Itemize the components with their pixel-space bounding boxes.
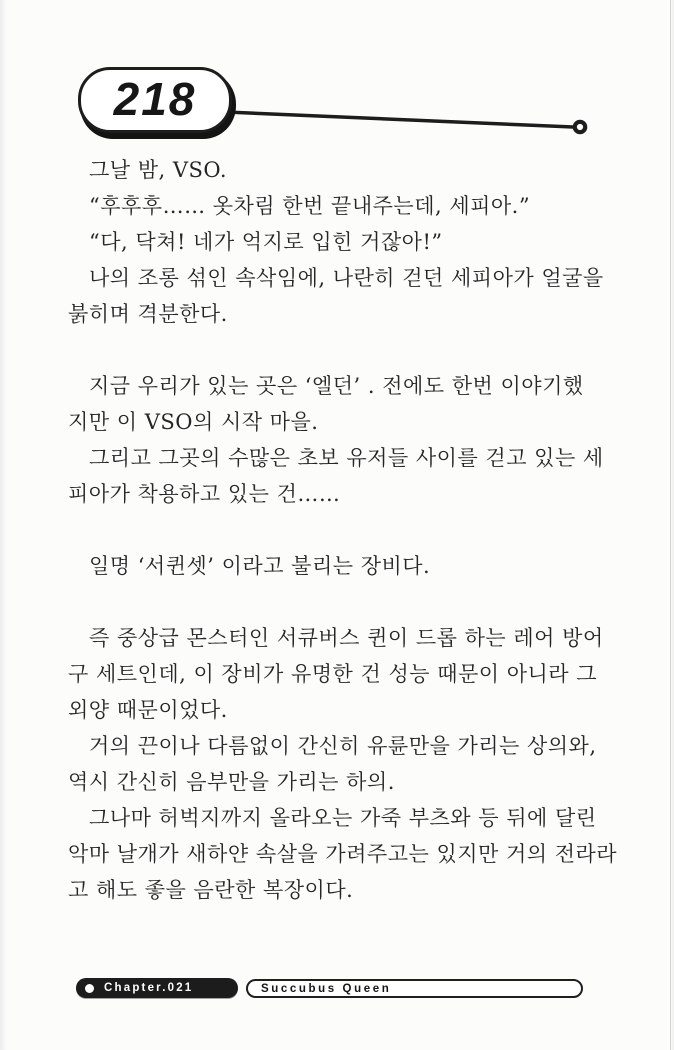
book-title: Succubus Queen [261,982,392,995]
page-number: 218 [113,73,197,125]
text-line: “다, 닥쳐! 네가 억지로 입힌 거잖아!” [89,230,443,254]
chapter-badge [76,978,238,998]
text-line: 그나마 허벅지까지 올라오는 가죽 부츠와 등 뒤에 달린 [89,806,597,830]
text-line: 지만 이 VSO의 시작 마을. [68,410,319,434]
text-line: “후후후…… 옷차림 한번 끝내주는데, 세피아.” [89,194,531,218]
text-line: 지금 우리가 있는 곳은 ‘엘던’ . 전에도 한번 이야기했 [89,374,584,398]
text-line: 구 세트인데, 이 장비가 유명한 건 성능 때문이 아니라 그 [68,662,598,686]
bullet-icon [85,984,94,993]
header-rule-line [226,112,573,127]
footer [0,976,674,1002]
text-line: 그날 밤, VSO. [89,158,228,182]
text-line: 외양 때문이었다. [68,698,228,722]
text-line: 즉 중상급 몬스터인 서큐버스 퀸이 드롭 하는 레어 방어 [89,626,604,650]
text-line: 그리고 그곳의 수많은 초보 유저들 사이를 걷고 있는 세 [89,446,604,470]
text-line: 나의 조롱 섞인 속삭임에, 나란히 걷던 세피아가 얼굴을 [89,266,604,290]
text-line: 일명 ‘서퀸셋’ 이라고 불리는 장비다. [89,554,431,578]
paragraph [68,368,609,512]
text-line: 악마 날개가 새하얀 속살을 가려주고는 있지만 거의 전라라 [68,842,618,866]
book-title-badge [246,979,583,998]
text-line: 붉히며 격분한다. [68,302,228,326]
text-line: 거의 끈이나 다름없이 간신히 유륜만을 가리는 상의와, [89,734,597,758]
header-rule-end-ring-icon [575,122,585,132]
paragraph [68,152,609,332]
paragraph [68,620,618,908]
page-edge-shadow [670,0,672,1050]
chapter-label: Chapter.021 [104,982,194,994]
body-text [68,152,618,908]
page-number-badge [78,67,232,133]
paragraph [68,548,609,584]
text-line: 고 해도 좋을 음란한 복장이다. [68,878,354,902]
text-line: 역시 간신히 음부만을 가리는 하의. [68,770,395,794]
text-line: 피아가 착용하고 있는 건…… [68,482,341,506]
